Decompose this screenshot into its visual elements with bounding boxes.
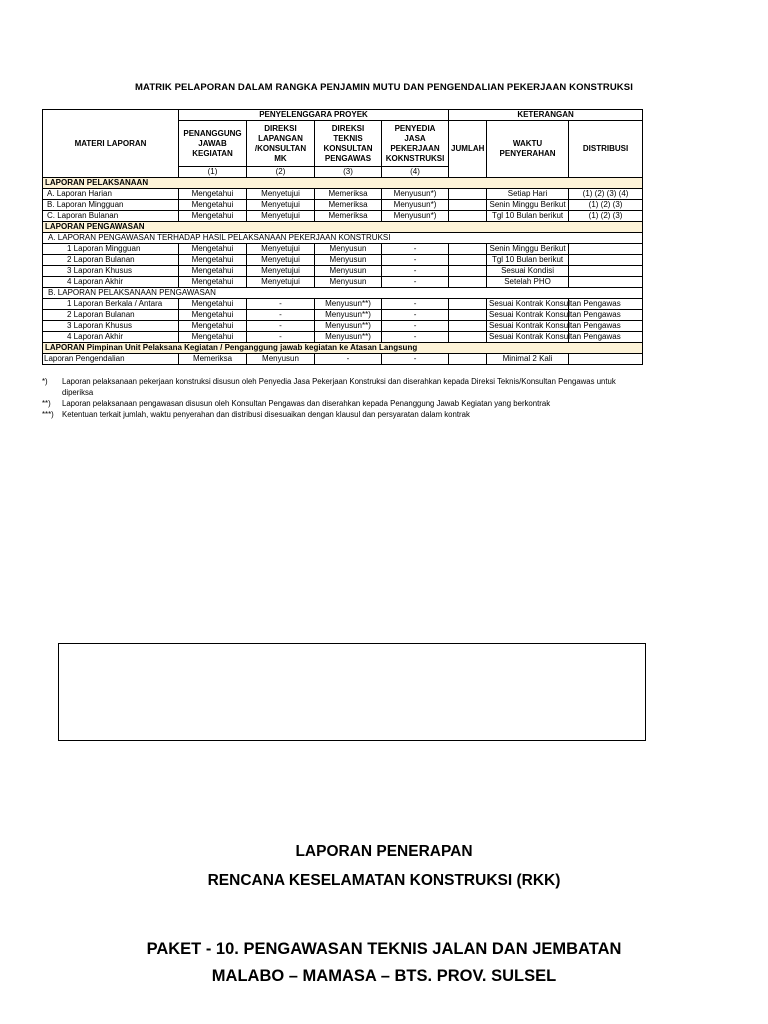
table-row [43, 200, 643, 211]
direksi-teknis-cell: Menyusun**) [315, 332, 382, 343]
jumlah-cell [449, 200, 487, 211]
reporting-matrix-table [42, 109, 643, 365]
subsection-b: B. LAPORAN PELAKSANAAN PENGAWASAN [43, 288, 643, 299]
penanggung-jawab-cell: Mengetahui [179, 211, 247, 222]
jumlah-cell [449, 321, 487, 332]
jumlah-cell [449, 244, 487, 255]
report-name-cell: B. Laporan Mingguan [43, 200, 179, 211]
footnote-text: Ketentuan terkait jumlah, waktu penyerahan dan distribusi disesuaikan dengan klausul dan persyaratan dalam kontrak [62, 410, 470, 419]
penanggung-jawab-cell: Mengetahui [179, 277, 247, 288]
direksi-teknis-cell: Menyusun [315, 255, 382, 266]
footnote-marker: ***) [42, 410, 54, 419]
table-row [43, 310, 643, 321]
table-row [43, 189, 643, 200]
report-name-cell: 1 Laporan Berkala / Antara [43, 299, 179, 310]
table-row [43, 321, 643, 332]
distribusi-cell [569, 255, 643, 266]
penyedia-jasa-cell: - [382, 255, 449, 266]
section-pimpinan: LAPORAN Pimpinan Unit Pelaksana Kegiatan / Penganggung jawab kegiatan ke Atasan Langsung [43, 343, 643, 354]
direksi-teknis-cell: Menyusun**) [315, 299, 382, 310]
penanggung-jawab-cell: Mengetahui [179, 189, 247, 200]
distribusi-cell: (1) (2) (3) [569, 200, 643, 211]
distribusi-cell [569, 266, 643, 277]
penyedia-jasa-cell: - [382, 332, 449, 343]
waktu-penyerahan-cell: Senin Minggu Berikut [487, 244, 569, 255]
report-name-cell: 4 Laporan Akhir [43, 332, 179, 343]
direksi-lapangan-cell: - [247, 321, 315, 332]
direksi-teknis-cell: Menyusun [315, 266, 382, 277]
direksi-lapangan-cell: - [247, 299, 315, 310]
direksi-lapangan-cell: Menyetujui [247, 277, 315, 288]
cover-package-line1: PAKET - 10. PENGAWASAN TEKNIS JALAN DAN JEMBATAN [146, 940, 622, 958]
document-title: MATRIK PELAPORAN DALAM RANGKA PENJAMIN MUTU DAN PENGENDALIAN PEKERJAAN KONSTRUKSI [135, 82, 633, 93]
header-num-1: (1) [179, 167, 247, 178]
direksi-teknis-cell: - [315, 354, 382, 365]
penyedia-jasa-cell: Menyusun*) [382, 211, 449, 222]
direksi-lapangan-cell: Menyetujui [247, 211, 315, 222]
penyedia-jasa-cell: - [382, 310, 449, 321]
footnotes [42, 376, 642, 420]
report-name-cell: 4 Laporan Akhir [43, 277, 179, 288]
table-row [43, 255, 643, 266]
direksi-teknis-cell: Menyusun [315, 244, 382, 255]
header-num-3: (3) [315, 167, 382, 178]
direksi-teknis-cell: Memeriksa [315, 211, 382, 222]
footnote-text: Laporan pelaksanaan pekerjaan konstruksi disusun oleh Penyedia Jasa Pekerjaan Konstruksi dan diserahkan kepada Direksi Teknis/Konsultan Pengawas untuk diperiksa [62, 377, 616, 397]
direksi-teknis-cell: Memeriksa [315, 200, 382, 211]
penanggung-jawab-cell: Mengetahui [179, 321, 247, 332]
report-name-cell: 3 Laporan Khusus [43, 266, 179, 277]
header-penanggung-jawab: PENANGGUNG JAWAB KEGIATAN [179, 121, 247, 167]
report-name-cell: C. Laporan Bulanan [43, 211, 179, 222]
penyedia-jasa-cell: - [382, 244, 449, 255]
waktu-penyerahan-cell: Setiap Hari [487, 189, 569, 200]
waktu-penyerahan-cell: Tgl 10 Bulan berikut [487, 255, 569, 266]
cover-package-line2: MALABO – MAMASA – BTS. PROV. SULSEL [211, 967, 557, 985]
waktu-penyerahan-cell: Minimal 2 Kali [487, 354, 569, 365]
direksi-lapangan-cell: Menyetujui [247, 266, 315, 277]
header-penyelenggara: PENYELENGGARA PROYEK [179, 110, 449, 121]
penyedia-jasa-cell: - [382, 277, 449, 288]
waktu-penyerahan-cell: Sesuai Kontrak Konsultan Pengawas [487, 310, 569, 321]
waktu-penyerahan-cell: Setelah PHO [487, 277, 569, 288]
header-direksi-lapangan: DIREKSI LAPANGAN /KONSULTAN MK [247, 121, 315, 167]
direksi-teknis-cell: Memeriksa [315, 189, 382, 200]
penyedia-jasa-cell: - [382, 266, 449, 277]
table-row [43, 354, 643, 365]
jumlah-cell [449, 332, 487, 343]
header-penyedia-jasa: PENYEDIA JASA PEKERJAAN KOKNSTRUKSI [382, 121, 449, 167]
penanggung-jawab-cell: Mengetahui [179, 299, 247, 310]
header-keterangan: KETERANGAN [449, 110, 643, 121]
direksi-lapangan-cell: Menyetujui [247, 189, 315, 200]
report-name-cell: 2 Laporan Bulanan [43, 255, 179, 266]
penanggung-jawab-cell: Mengetahui [179, 255, 247, 266]
header-jumlah: JUMLAH [449, 121, 487, 178]
table-row [43, 266, 643, 277]
direksi-teknis-cell: Menyusun**) [315, 321, 382, 332]
table-row [43, 277, 643, 288]
jumlah-cell [449, 354, 487, 365]
footnote [42, 376, 642, 398]
subsection-a: A. LAPORAN PENGAWASAN TERHADAP HASIL PELAKSANAAN PEKERJAAN KONSTRUKSI [43, 233, 643, 244]
footnote-marker: *) [42, 377, 48, 386]
waktu-penyerahan-cell: Tgl 10 Bulan berikut [487, 211, 569, 222]
cover-title-line1: LAPORAN PENERAPAN [295, 843, 473, 860]
penyedia-jasa-cell: Menyusun*) [382, 200, 449, 211]
waktu-penyerahan-cell: Sesuai Kondisi [487, 266, 569, 277]
header-direksi-teknis: DIREKSI TEKNIS KONSULTAN PENGAWAS [315, 121, 382, 167]
jumlah-cell [449, 211, 487, 222]
distribusi-cell: (1) (2) (3) [569, 211, 643, 222]
header-distribusi: DISTRIBUSI [569, 121, 643, 178]
waktu-penyerahan-cell: Sesuai Kontrak Konsultan Pengawas [487, 299, 569, 310]
blank-box [58, 643, 646, 741]
jumlah-cell [449, 310, 487, 321]
table-row [43, 299, 643, 310]
direksi-lapangan-cell: Menyetujui [247, 255, 315, 266]
jumlah-cell [449, 189, 487, 200]
direksi-teknis-cell: Menyusun [315, 277, 382, 288]
jumlah-cell [449, 299, 487, 310]
direksi-lapangan-cell: Menyetujui [247, 200, 315, 211]
penyedia-jasa-cell: Menyusun*) [382, 189, 449, 200]
distribusi-cell [569, 277, 643, 288]
report-name-cell: Laporan Pengendalian [43, 354, 179, 365]
report-name-cell: 2 Laporan Bulanan [43, 310, 179, 321]
report-name-cell: A. Laporan Harian [43, 189, 179, 200]
distribusi-cell [569, 354, 643, 365]
header-num-4: (4) [382, 167, 449, 178]
direksi-lapangan-cell: - [247, 310, 315, 321]
waktu-penyerahan-cell: Sesuai Kontrak Konsultan Pengawas [487, 332, 569, 343]
direksi-lapangan-cell: Menyusun [247, 354, 315, 365]
penanggung-jawab-cell: Mengetahui [179, 244, 247, 255]
header-num-2: (2) [247, 167, 315, 178]
jumlah-cell [449, 277, 487, 288]
jumlah-cell [449, 266, 487, 277]
header-waktu: WAKTU PENYERAHAN [487, 121, 569, 178]
waktu-penyerahan-cell: Senin Minggu Berikut [487, 200, 569, 211]
header-materi: MATERI LAPORAN [43, 110, 179, 178]
direksi-lapangan-cell: Menyetujui [247, 244, 315, 255]
penyedia-jasa-cell: - [382, 354, 449, 365]
footnote [42, 398, 642, 409]
waktu-penyerahan-cell: Sesuai Kontrak Konsultan Pengawas [487, 321, 569, 332]
report-name-cell: 1 Laporan Mingguan [43, 244, 179, 255]
section-pelaksanaan: LAPORAN PELAKSANAAN [43, 178, 643, 189]
penyedia-jasa-cell: - [382, 299, 449, 310]
footnote-marker: **) [42, 399, 51, 408]
table-row [43, 332, 643, 343]
report-name-cell: 3 Laporan Khusus [43, 321, 179, 332]
distribusi-cell [569, 244, 643, 255]
distribusi-cell: (1) (2) (3) (4) [569, 189, 643, 200]
footnote-text: Laporan pelaksanaan pengawasan disusun oleh Konsultan Pengawas dan diserahkan kepada Penanggung Jawab Kegiatan yang berkontrak [62, 399, 551, 408]
penanggung-jawab-cell: Mengetahui [179, 200, 247, 211]
footnote [42, 409, 642, 420]
penyedia-jasa-cell: - [382, 321, 449, 332]
penanggung-jawab-cell: Mengetahui [179, 266, 247, 277]
section-pengawasan: LAPORAN PENGAWASAN [43, 222, 643, 233]
cover-title-line2: RENCANA KESELAMATAN KONSTRUKSI (RKK) [207, 872, 561, 889]
penanggung-jawab-cell: Mengetahui [179, 332, 247, 343]
direksi-lapangan-cell: - [247, 332, 315, 343]
table-row [43, 211, 643, 222]
penanggung-jawab-cell: Mengetahui [179, 310, 247, 321]
jumlah-cell [449, 255, 487, 266]
direksi-teknis-cell: Menyusun**) [315, 310, 382, 321]
penanggung-jawab-cell: Memeriksa [179, 354, 247, 365]
table-row [43, 244, 643, 255]
